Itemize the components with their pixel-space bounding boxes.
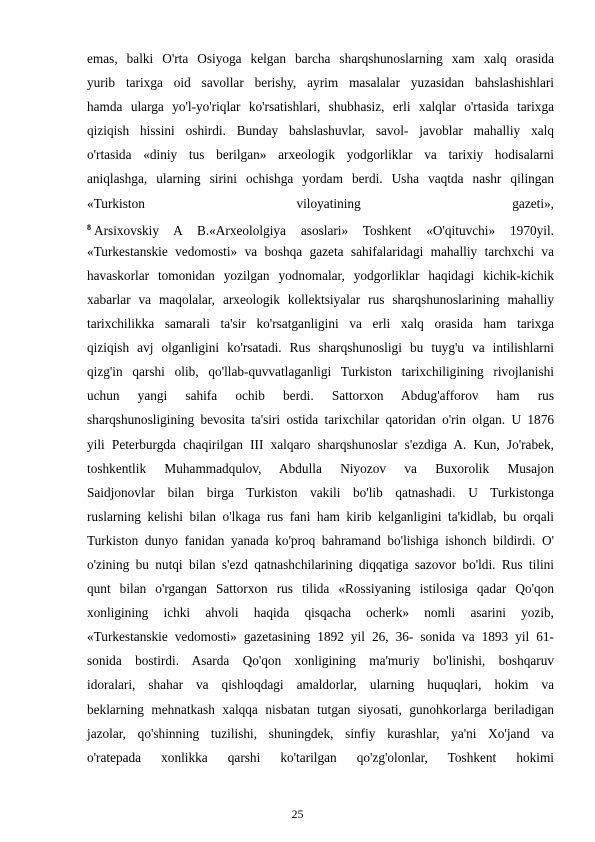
text-line: toshkentlik Muhammadqulov, Abdulla Niyozov va Buxorolik Musajon: [87, 460, 554, 476]
page-number: 25: [291, 807, 304, 821]
text-line: «Turkiston viloyatining gazeti»,: [87, 195, 554, 211]
text-line: ruslarning kelishi bilan o'lkaga rus fani ham kirib kelganligini ta'kidlab, bu orqali: [87, 508, 554, 524]
text-line: yili Peterburgda chaqirilgan III xalqaro sharqshunoslar s'ezdiga A. Kun, Jo'rabek,: [87, 436, 554, 452]
text-line: aniqlashga, ularning sirini ochishga yordam berdi. Usha vaqtda nashr qilingan: [87, 171, 554, 187]
footnote-mark: 8: [87, 222, 91, 232]
text-line: Turkiston dunyo fanidan yanada ko'proq bahramand bo'lishiga ishonch bildirdi. O': [87, 532, 554, 548]
text-line: qiziqish hissini oshirdi. Bunday bahslashuvlar, savol- javoblar mahalliy xalq: [87, 123, 554, 139]
footnote: [87, 216, 554, 240]
text-line: o'zining bu nutqi bilan s'ezd qatnashchilarining diqqatiga sazovor bo'ldi. Rus tilini: [87, 556, 554, 572]
text-line: qizg'in qarshi olib, qo'llab-quvvatlaganligi Turkiston tarixchiligining rivojlanishi: [87, 364, 554, 380]
text-line: uchun yangi sahifa ochib berdi. Sattorxon Abdug'afforov ham rus: [87, 388, 554, 404]
text-line: xabarlar va maqolalar, arxeologik kollektsiyalar rus sharqshunoslarining mahalliy: [87, 291, 554, 307]
text-line: o'rtasida «diniy tus berilgan» arxeologik yodgorliklar va tarixiy hodisalarni: [87, 147, 554, 163]
footnote-text: Arsixovskiy A B.«Arxeololgiya asoslari» Toshkent «O'qituvchi» 1970yil.: [94, 222, 554, 238]
text-line: havaskorlar tomonidan yozilgan yodnomalar, yodgorliklar haqidagi kichik-kichik: [87, 267, 554, 283]
text-line: idoralari, shahar va qishloqdagi amaldorlar, ularning huquqlari, hokim va: [87, 677, 554, 693]
text-line: sonida bostirdi. Asarda Qo'qon xonligining ma'muriy bo'linishi, boshqaruv: [87, 653, 554, 669]
text-line: yurib tarixga oid savollar berishy, ayrim masalalar yuzasidan bahslashishlari: [87, 75, 554, 91]
text-line: «Turkestanskie vedomosti» gazetasining 1892 yil 26, 36- sonida va 1893 yil 61-: [87, 629, 554, 645]
page-body: [87, 47, 554, 770]
text-line: jazolar, qo'shinning tuzilishi, shuningdek, sinfiy kurashlar, ya'ni Xo'jand va: [87, 725, 554, 741]
text-line: o'ratepada xonlikka qarshi ko'tarilgan qo'zg'olonlar, Toshkent hokimi: [87, 749, 554, 765]
text-line: «Turkestanskie vedomosti» va boshqa gazeta sahifalaridagi mahalliy tarchxchi va: [87, 243, 554, 259]
text-line: hamda ularga yo'l-yo'riqlar ko'rsatishlari, shubhasiz, erli xalqlar o'rtasida tarixga: [87, 99, 554, 115]
text-line: beklarning mehnatkash xalqqa nisbatan tutgan siyosati, gunohkorlarga beriladigan: [87, 701, 554, 717]
text-line: qiziqish avj olganligini ko'rsatadi. Rus sharqshunosligi bu tuyg'u va intilishlarni: [87, 340, 554, 356]
paragraph-1: [87, 47, 554, 216]
paragraph-2: [87, 240, 554, 770]
text-line: Saidjonovlar bilan birga Turkiston vakili bo'lib qatnashadi. U Turkistonga: [87, 484, 554, 500]
text-line: xonligining ichki ahvoli haqida qisqacha ocherk» nomli asarini yozib,: [87, 605, 554, 621]
text-line: qunt bilan o'rgangan Sattorxon rus tilida «Rossiyaning istilosiga qadar Qo'qon: [87, 581, 554, 597]
text-line: emas, balki O'rta Osiyoga kelgan barcha sharqshunoslarning xam xalq orasida: [87, 51, 554, 66]
text-line: tarixchilikka samarali ta'sir ko'rsatganligini va erli xalq orasida ham tarixga: [87, 316, 554, 332]
text-line: sharqshunosligining bevosita ta'siri ostida tarixchilar qatoridan o'rin olgan. U 1876: [87, 412, 554, 428]
